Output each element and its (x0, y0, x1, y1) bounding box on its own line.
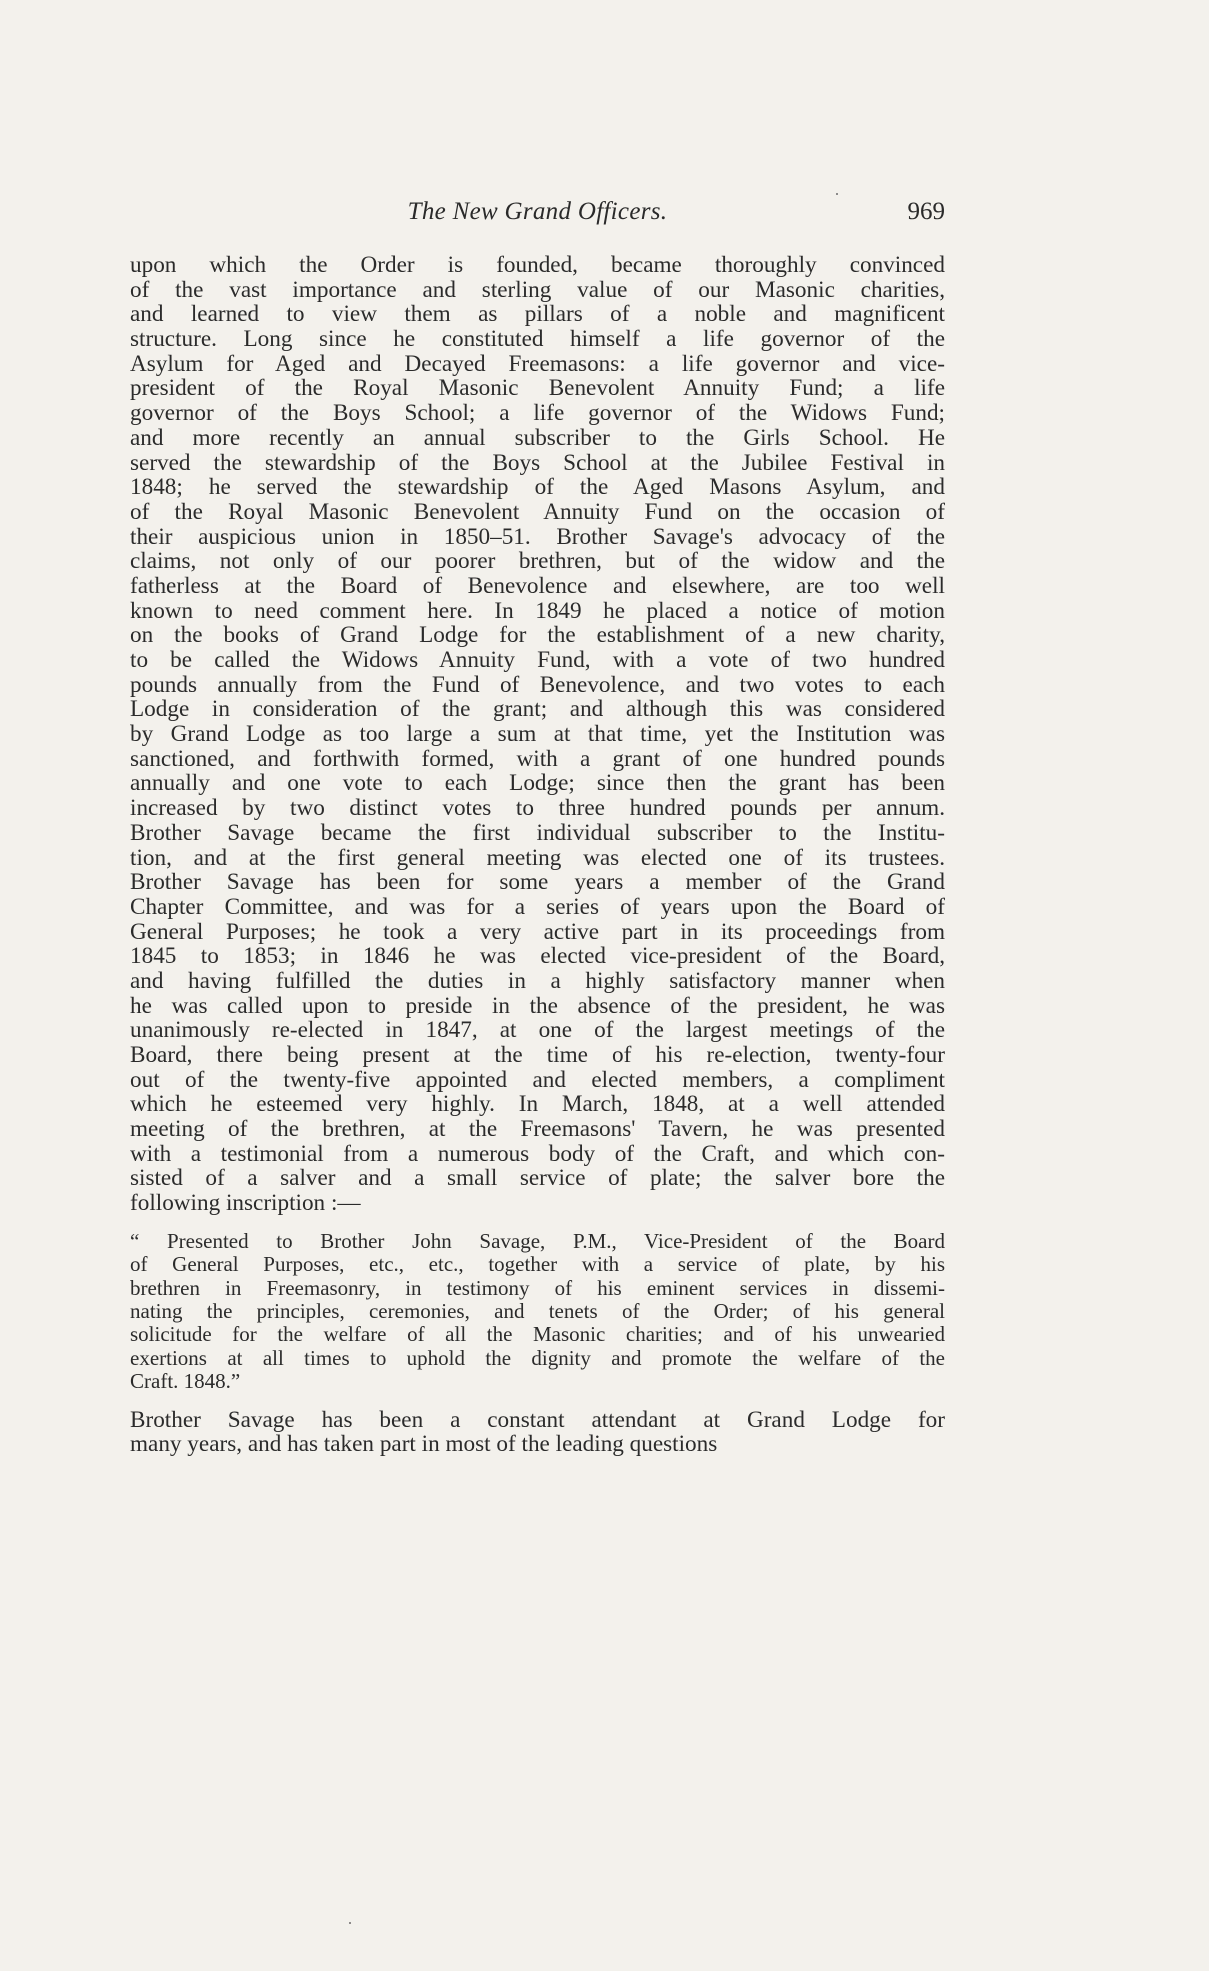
text-line: sisted of a salver and a small service of plate; the salver bore the (130, 1165, 945, 1192)
text-line: upon which the Order is founded, became thoroughly convinced (130, 252, 945, 278)
text-line: to be called the Widows Annuity Fund, with a vote of two hundred (130, 647, 945, 673)
text-line: of the vast importance and sterling value of our Masonic charities, (130, 276, 945, 303)
text-line: president of the Royal Masonic Benevolent Annuity Fund; a life (130, 375, 945, 402)
text-line: known to need comment here. In 1849 he placed a notice of motion (130, 597, 945, 624)
quote-line: nating the principles, ceremonies, and tenets of the Order; of his general (130, 1298, 945, 1323)
quote-line: exertions at all times to uphold the dignity and promote the welfare of the (130, 1345, 945, 1370)
text-line: which he esteemed very highly. In March, 1848, at a well attended (130, 1091, 945, 1118)
paragraph-closing (130, 1408, 945, 1457)
text-line: by Grand Lodge as too large a sum at that time, yet the Institution was (130, 721, 945, 748)
inscription-quotation (130, 1230, 945, 1394)
text-line: General Purposes; he took a very active part in its proceedings from (130, 918, 945, 945)
print-speck (836, 193, 838, 195)
text-line: their auspicious union in 1850–51. Brother Savage's advocacy of the (130, 523, 945, 550)
page-number: 969 (907, 198, 945, 225)
text-line: Board, there being present at the time of his re-election, twenty-four (130, 1042, 945, 1068)
text-line: claims, not only of our poorer brethren, but of the widow and the (130, 548, 945, 575)
text-line: Asylum for Aged and Decayed Freemasons: a life governor and vice- (130, 350, 945, 377)
quote-line: “ Presented to Brother John Savage, P.M., Vice-President of the Board (130, 1228, 945, 1253)
text-line: and more recently an annual subscriber to the Girls School. He (130, 424, 945, 451)
quote-line: brethren in Freemasonry, in testimony of his eminent services in dissemi- (130, 1275, 945, 1300)
quote-line: of General Purposes, etc., etc., together with a service of plate, by his (130, 1252, 945, 1277)
running-title: The New Grand Officers. (407, 198, 668, 225)
quote-line: solicitude for the welfare of all the Masonic charities; and of his unwearied (130, 1322, 945, 1347)
text-line: governor of the Boys School; a life governor of the Widows Fund; (130, 400, 945, 427)
text-line: 1848; he served the stewardship of the Aged Masons Asylum, and (130, 474, 945, 501)
text-line: following inscription :— (130, 1190, 361, 1217)
text-line: increased by two distinct votes to three hundred pounds per annum. (130, 795, 945, 822)
text-line: Brother Savage became the first individual subscriber to the Institu- (130, 819, 945, 846)
text-line: Chapter Committee, and was for a series of years upon the Board of (130, 893, 945, 920)
text-line: on the books of Grand Lodge for the establishment of a new charity, (130, 622, 945, 649)
text-line: he was called upon to preside in the absence of the president, he was (130, 992, 945, 1019)
paragraph-gap (130, 1394, 945, 1408)
text-line: with a testimonial from a numerous body of the Craft, and which con- (130, 1140, 945, 1167)
text-line: Lodge in consideration of the grant; and although this was considered (130, 696, 945, 723)
text-line: tion, and at the first general meeting was elected one of its trustees. (130, 844, 945, 871)
text-line: and learned to view them as pillars of a noble and magnificent (130, 301, 945, 328)
text-line: pounds annually from the Fund of Benevolence, and two votes to each (130, 671, 945, 698)
text-line: meeting of the brethren, at the Freemasons' Tavern, he was presented (130, 1116, 945, 1143)
quote-line: Craft. 1848.” (130, 1369, 241, 1394)
text-line: and having fulfilled the duties in a highly satisfactory manner when (130, 967, 945, 994)
text-line: Brother Savage has been for some years a member of the Grand (130, 869, 945, 896)
text-line: 1845 to 1853; in 1846 he was elected vice-president of the Board, (130, 943, 945, 970)
text-line: out of the twenty-five appointed and elected members, a compliment (130, 1066, 945, 1093)
page-header (130, 198, 945, 238)
body-text (130, 253, 945, 1457)
text-line: sanctioned, and forthwith formed, with a grant of one hundred pounds (130, 745, 945, 772)
text-line: of the Royal Masonic Benevolent Annuity Fund on the occasion of (130, 498, 945, 525)
text-line: Brother Savage has been a constant attendant at Grand Lodge for (130, 1406, 945, 1433)
text-line: many years, and has taken part in most of the leading questions (130, 1431, 718, 1458)
paragraph-main (130, 253, 945, 1216)
text-line: annually and one vote to each Lodge; since then the grant has been (130, 770, 945, 797)
text-line: served the stewardship of the Boys School at the Jubilee Festival in (130, 449, 945, 476)
text-line: unanimously re-elected in 1847, at one of the largest meetings of the (130, 1017, 945, 1044)
print-speck (349, 1922, 351, 1924)
text-line: fatherless at the Board of Benevolence and elsewhere, are too well (130, 572, 945, 599)
text-line: structure. Long since he constituted himself a life governor of the (130, 326, 945, 353)
